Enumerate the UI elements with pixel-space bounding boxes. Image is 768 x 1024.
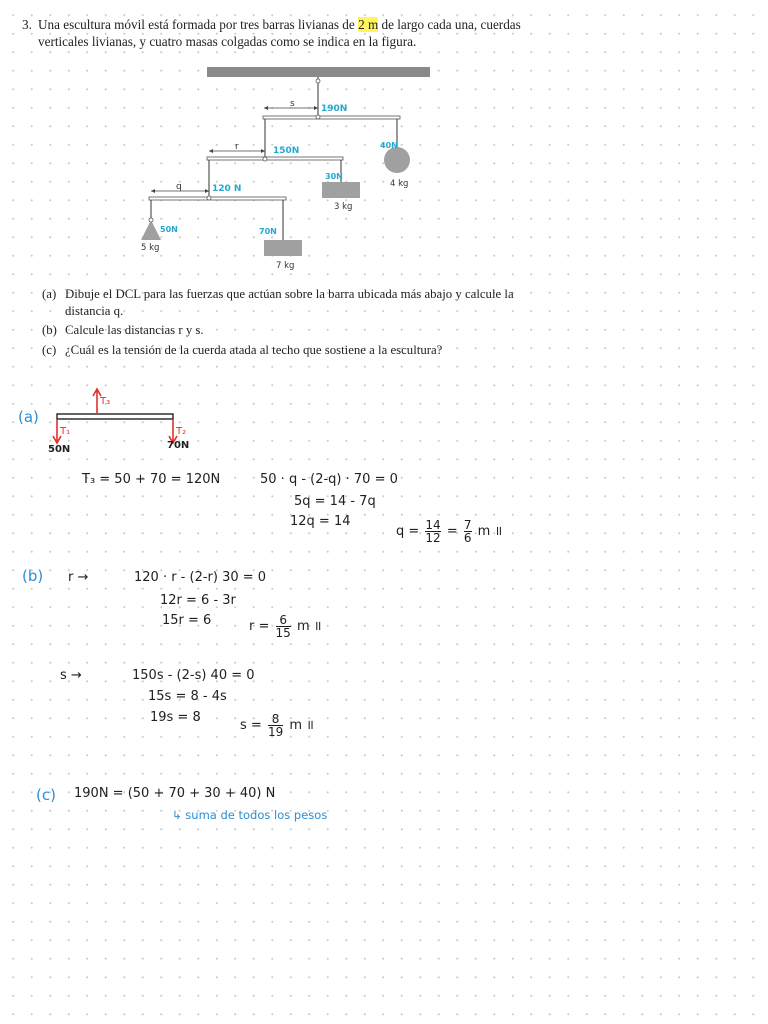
problem-intro: Una escultura móvil está formada por tres barras livianas de 2 m de largo cada una, cuerdas verticales livianas, y cuatro masas colgadas como se indica en la figura. [38, 17, 521, 49]
fbd-w1: 50N [48, 444, 71, 455]
a-eq1: 50 · q - (2-q) · 70 = 0 [260, 472, 398, 487]
weight-triangle-label: 50N [160, 225, 178, 234]
r-eq2: 12r = 6 - 3r [160, 593, 236, 608]
fbd-t3: T₃ [100, 396, 111, 407]
tension-mid-label: 150N [273, 146, 300, 156]
r-arrow: r → [68, 570, 89, 585]
r-eq3: 15r = 6 [162, 613, 212, 628]
question-c: (c) ¿Cuál es la tensión de la cuerda atada al techo que sostiene a la escultura? [42, 342, 443, 357]
dist-s-label: s [290, 99, 295, 109]
label-a: (a) [18, 408, 39, 426]
s-arrow: s → [60, 668, 82, 683]
c-note: ↳ suma de todos los pesos [172, 808, 328, 822]
dist-r-label: r [235, 142, 239, 152]
weight-box7-label: 70N [259, 227, 277, 236]
question-b: (b) Calcule las distancias r y s. [42, 323, 204, 337]
mass-box7-label: 7 kg [276, 261, 295, 271]
weight-box3-label: 30N [325, 172, 343, 181]
r-result: r = $\frac{6}{15}$ m ॥ [249, 613, 322, 640]
a-eq2: 5q = 14 - 7q [294, 494, 376, 509]
fbd-t2: T₂ [176, 426, 187, 437]
tension-top-label: 190N [321, 104, 348, 114]
problem-number: 3. [22, 17, 32, 32]
dist-q-label: q [176, 182, 182, 192]
a-sum-eq: T₃ = 50 + 70 = 120N [82, 472, 221, 487]
mass-triangle-label: 5 kg [141, 243, 160, 253]
fbd-t1: T₁ [60, 426, 71, 437]
s-result: s = $\frac{8}{19}$ m ॥ [240, 712, 314, 739]
tension-low-label: 120 N [212, 184, 242, 194]
s-eq3: 19s = 8 [150, 710, 201, 725]
a-result: q = $\frac{14}{12}$ = $\frac{7}{6}$ m ॥ [396, 518, 503, 545]
label-c: (c) [36, 786, 56, 804]
s-eq1: 150s - (2-s) 40 = 0 [132, 668, 255, 683]
fbd-w2: 70N [167, 440, 190, 451]
c-eq: 190N = (50 + 70 + 30 + 40) N [74, 786, 276, 801]
mass-box3-label: 3 kg [334, 202, 353, 212]
label-b: (b) [22, 567, 44, 585]
r-eq1: 120 · r - (2-r) 30 = 0 [134, 570, 267, 585]
a-eq3: 12q = 14 [290, 514, 351, 529]
s-eq2: 15s = 8 - 4s [148, 689, 227, 704]
weight-circle-label: 40N [380, 141, 398, 150]
highlighted-length: 2 m [358, 17, 379, 32]
question-a: (a) Dibuje el DCL para las fuerzas que actúan sobre la barra ubicada más abajo y calcule la distancia q. [42, 287, 514, 318]
mass-circle-label: 4 kg [390, 179, 409, 189]
